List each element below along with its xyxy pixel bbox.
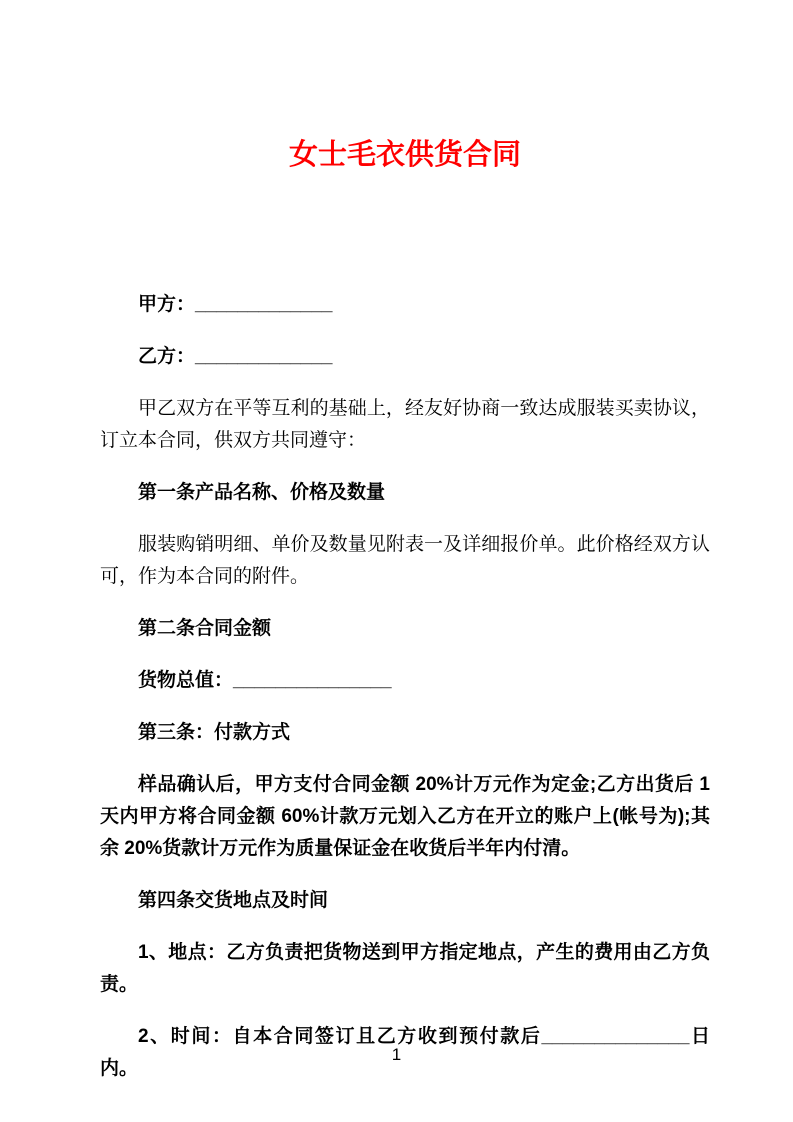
party-a-label: 甲方： <box>138 294 196 315</box>
item-time-prefix: 2、时间：自本合同签订且乙方收到预付款后 <box>138 1026 542 1047</box>
page-number: 1 <box>391 1045 402 1064</box>
clause-1-body: 服装购销明细、单价及数量见附表一及详细报价单。此价格经双方认可，作为本合同的附件。 <box>100 534 710 587</box>
item-time-fill-in-blank: ______________ <box>541 1026 690 1047</box>
party-b-line <box>100 341 710 373</box>
intro-paragraph: 甲乙双方在平等互利的基础上，经友好协商一致达成服装买卖协议，订立本合同，供双方共同遵守： <box>100 398 710 451</box>
clause-3-heading: 第三条：付款方式 <box>138 722 291 743</box>
clause-2-heading: 第二条合同金额 <box>138 618 272 639</box>
total-value-line <box>100 665 710 697</box>
clause-4-heading: 第四条交货地点及时间 <box>138 890 329 911</box>
clause-3-body: 样品确认后，甲方支付合同金额 20%计万元作为定金;乙方出货后 1 天内甲方将合同金额 60%计款万元划入乙方在开立的账户上(帐号为);其余 20%货款计万元作为质量保证金在收货后半年内付清。 <box>100 774 710 859</box>
party-b-label: 乙方： <box>138 346 196 367</box>
item-time-suffix: 日内。 <box>100 1026 710 1079</box>
total-value-fill-in-blank: _______________ <box>233 670 392 691</box>
document-title: 女士毛衣供货合同 <box>288 139 521 171</box>
party-a-line <box>100 289 710 321</box>
total-value-label: 货物总值： <box>138 670 234 691</box>
clause-4-item-location: 1、地点：乙方负责把货物送到甲方指定地点，产生的费用由乙方负责。 <box>100 942 710 995</box>
party-b-fill-in-blank: _____________ <box>195 346 333 367</box>
clause-1-heading: 第一条产品名称、价格及数量 <box>138 482 386 503</box>
party-a-fill-in-blank: _____________ <box>195 294 333 315</box>
